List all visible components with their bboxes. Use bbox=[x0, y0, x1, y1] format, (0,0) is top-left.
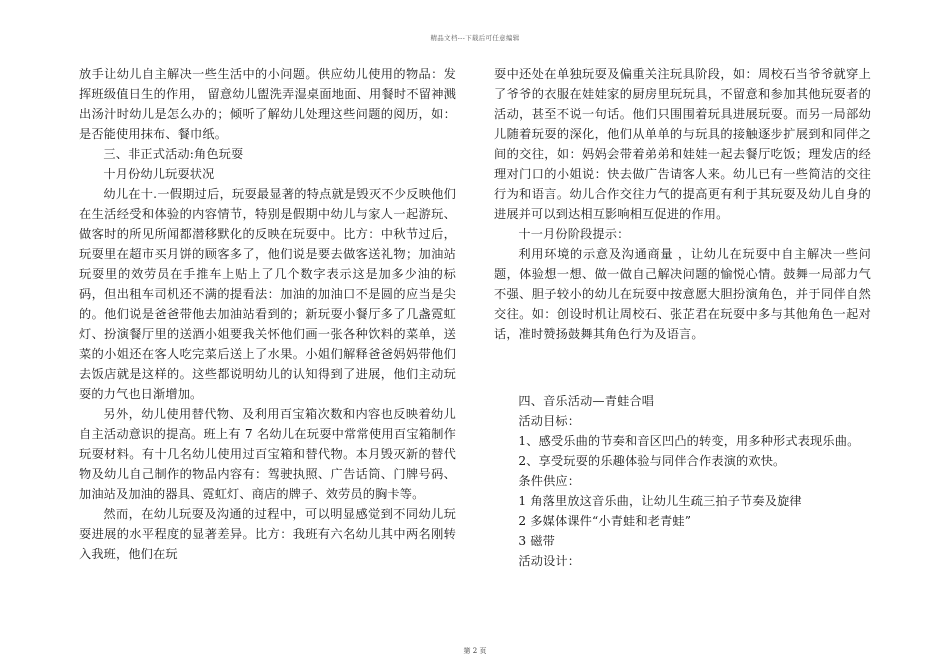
subheading-november-tips: 十一月份阶段提示： bbox=[518, 227, 630, 241]
condition-item-2: 2 多媒体课件“小青蛙和老青蛙” bbox=[518, 514, 692, 528]
section-heading-role-play: 三、非正式活动:角色玩耍 bbox=[103, 147, 244, 161]
section-heading-music: 四、音乐活动—青蛙合唱 bbox=[518, 394, 655, 408]
page-number: 第 2 页 bbox=[463, 647, 487, 655]
condition-item-3: 3 磁带 bbox=[518, 534, 555, 548]
right-column bbox=[494, 64, 871, 571]
paragraph-november-tips: 利用环境的示意及沟通商量 ，让幼儿在玩耍中自主解决一些问题，体验想一想、做一做自己解决问题的愉悦心情。鼓舞一局部力气不强、胆子较小的幼儿在玩耍中按意愿大胆扮演角色，并于同伴自然交往。如：创设时机让周校石、张芷君在玩耍中多与其他角色一起对话，准时赞扬鼓舞其角色行为及语言。 bbox=[494, 247, 871, 341]
paragraph-play-stages: 耍中还处在单独玩耍及偏重关注玩具阶段，如：周校石当爷爷就穿上了爷爷的衣服在娃娃家的厨房里玩玩具，不留意和参加其他玩耍者的活动，甚至不说一句话。他们只围围着玩具进展玩耍。而另一局部幼儿随着玩耍的深化，他们从单单的与玩具的接触逐步扩展到和同伴之间的交往，如：妈妈会带着弟弟和娃娃一起去餐厅吃饭；理发店的经理对门口的小姐说：快去做广告请客人来。幼儿已有一些简洁的交往行为和语言。幼儿合作交往力气的提高更有利于其玩耍及幼儿自身的进展并可以到达相互影响相互促进的作用。 bbox=[494, 67, 871, 221]
heading-conditions: 条件供应： bbox=[518, 474, 581, 488]
paragraph-differences: 然而，在幼儿玩耍及沟通的过程中，可以明显感觉到不同幼儿玩耍进展的水平程度的显著差异。比方：我班有六名幼儿其中两名刚转入我班，他们在玩 bbox=[79, 507, 456, 561]
heading-activity-design: 活动设计： bbox=[518, 554, 581, 568]
goal-item-2: 2、享受玩耍的乐趣体验与同伴合作表演的欢快。 bbox=[518, 454, 786, 468]
goal-item-1: 1、感受乐曲的节奏和音区凹凸的转变，用多种形式表现乐曲。 bbox=[518, 434, 860, 448]
paragraph-self-care: 放手让幼儿自主解决一些生活中的小问题。供应幼儿使用的物品：发挥班级值日生的作用， 留意幼儿盥洗弄湿桌面地面、用餐时不留神溅出汤汁时幼儿是怎么办的；倾听了解幼儿处理这些问题的阅历，如：是否能使用抹布、餐巾纸。 bbox=[79, 67, 456, 141]
paragraph-substitutes: 另外，幼儿使用替代物、及利用百宝箱次数和内容也反映着幼儿自主活动意识的提高。班上有 7 名幼儿在玩耍中常常使用百宝箱制作玩耍材料。有十几名幼儿使用过百宝箱和替代物。本月毁灭新的替代物及幼儿自己制作的物品内容有：驾驶执照、广告话筒、门牌号码、加油站及加油的器具、霓虹灯、商店的牌子、效劳员的胸卡等。 bbox=[79, 407, 456, 501]
left-column bbox=[79, 64, 456, 564]
page-header: 精品文档---下载后可任意编辑 bbox=[430, 34, 520, 42]
paragraph-october-play: 幼儿在十.一假期过后，玩耍最显著的特点就是毁灭不少反映他们在生活经受和体验的内容情节，特别是假期中幼儿与家人一起游玩、做客时的所见所闻都潜移默化的反映在玩耍中。比方：中秋节过后，玩耍里在超市买月饼的顾客多了，他们说是要去做客送礼物；加油站玩耍里的效劳员在手推车上贴上了几个数字表示这是加多少油的标码，但出租车司机还不满的提看法：加油的加油口不是圆的应当是尖的。他们说是爸爸带他去加油站看到的；新玩耍小餐厅多了几盏霓虹灯、扮演餐厅里的送酒小姐要我关怀他们画一张各种饮料的菜单，送菜的小姐还在客人吃完菜后送上了水果。小姐们解释爸爸妈妈带他们去饭店就是这样的。这些都说明幼儿的认知得到了进展，他们主动玩耍的力气也日渐增加。 bbox=[79, 187, 456, 401]
condition-item-1: 1 角落里放这音乐曲，让幼儿生疏三拍子节奏及旋律 bbox=[518, 494, 802, 508]
heading-goals: 活动目标： bbox=[518, 414, 581, 428]
subheading-october: 十月份幼儿玩耍状况 bbox=[103, 167, 215, 181]
